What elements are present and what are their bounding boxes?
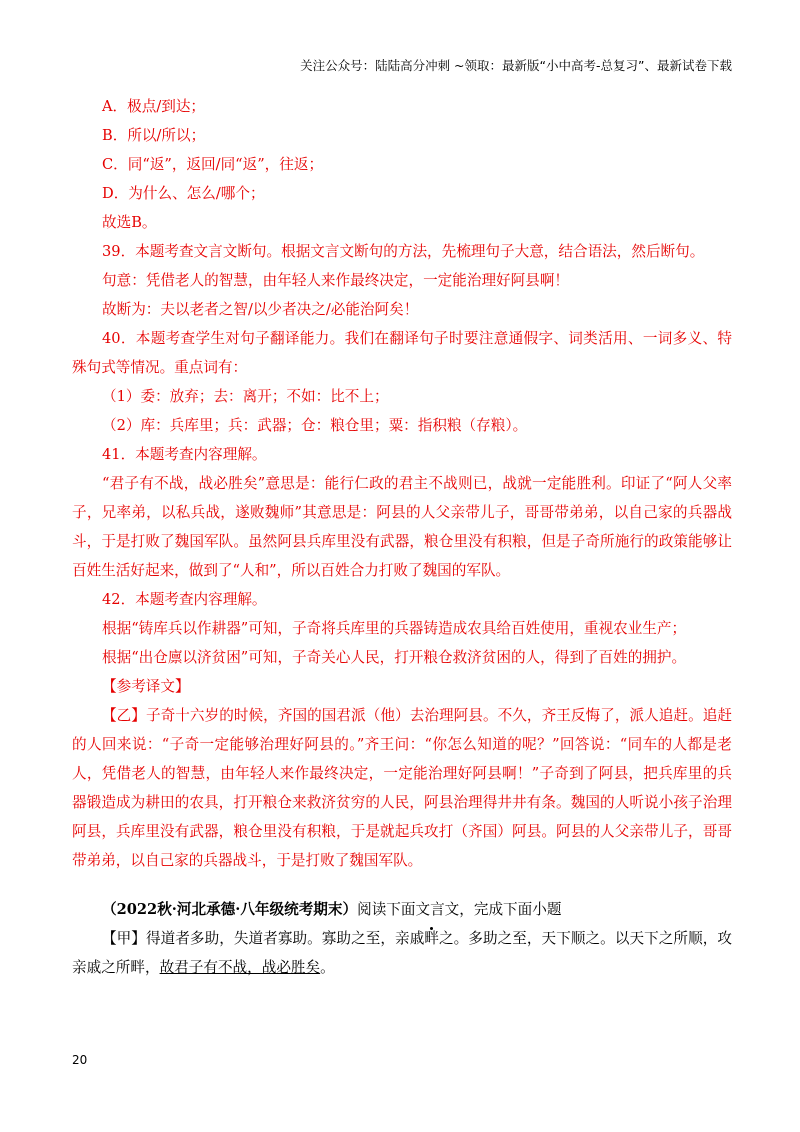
question-instruction: 阅读下面文言文，完成下面小题 (357, 901, 562, 918)
answer-choice: 故选B。 (102, 214, 157, 231)
passage-jia-tag: 【甲】 (102, 930, 146, 947)
emphasis-dot-char: 畔 (424, 930, 439, 947)
q39-title: 39．本题考查文言文断句。根据文言文断句的方法，先梳理句子大意，结合语法，然后断句。 (102, 243, 705, 260)
underlined-sentence: 故君子有不战，战必胜矣 (159, 959, 321, 976)
translation-heading: 【参考译文】 (102, 678, 190, 695)
answer-a: A．极点/到达； (102, 98, 206, 115)
passage-jia-text-1: 得道者多助，失道者寡助。寡助之至，亲戚 (145, 930, 425, 947)
page-number: 20 (72, 1053, 88, 1067)
q39-result: 故断为：夫以老者之智/以少者决之/必能治阿矣！ (102, 301, 419, 318)
page-header: 关注公众号：陆陆高分冲刺 ~领取：最新版“小中高考-总复习”、最新试卷下载 (300, 58, 732, 73)
q40-word-1: （1）委：放弃；去：离开；不如：比不上； (102, 388, 389, 405)
translation-body: 【乙】子奇十六岁的时候，齐国的国君派（他）去治理阿县。不久，齐王反悔了，派人追赶。追赶的人回来说：“子奇一定能够治理好阿县的。”齐王问：“你怎么知道的呢？”回答说：“同车的人都是老人，凭借老人的智慧，由年轻人来作最终决定，一定能治理好阿县啊！”子奇到了阿县，把兵库里的兵器锻造成为耕田的农具，打开粮仓来救济贫穷的人民，阿县治理得井井有条。魏国的人听说小孩子治理阿县，兵库里没有武器，粮仓里没有积粮，于是就起兵攻打（齐国）阿县。阿县的人父亲带儿子，哥哥带弟弟，以自己家的兵器战斗，于是打败了魏国军队。 (72, 707, 732, 869)
q42-title: 42．本题考查内容理解。 (102, 591, 267, 608)
passage-jia (72, 924, 732, 982)
passage-jia-text-2: 之。多助之至，天下顺之。以天下之所顺，攻亲戚之所畔， (72, 930, 732, 976)
answer-c: C．同“返”，返回/同“返”，往返； (102, 156, 324, 173)
q42-line-1: 根据“铸库兵以作耕器”可知，子奇将兵库里的兵器铸造成农具给百姓使用，重视农业生产； (102, 620, 687, 637)
q40-word-2: （2）库：兵库里；兵：武器；仓：粮仓里；粟：指积粮（存粮）。 (102, 417, 528, 434)
q40-title: 40．本题考查学生对句子翻译能力。我们在翻译句子时要注意通假字、词类活用、一词多义、特殊句式等情况。重点词有： (72, 330, 732, 376)
q42-line-2: 根据“出仓廪以济贫困”可知，子奇关心人民，打开粮仓救济贫困的人，得到了百姓的拥护。 (102, 649, 687, 666)
answer-d: D．为什么、怎么/哪个； (102, 185, 265, 202)
question-source: （2022秋·河北承德·八年级统考期末） (102, 901, 358, 918)
answer-b: B．所以/所以； (102, 127, 206, 144)
q41-title: 41．本题考查内容理解。 (102, 446, 267, 463)
q39-meaning: 句意：凭借老人的智慧，由年轻人来作最终决定，一定能治理好阿县啊！ (102, 272, 570, 289)
q41-body: “君子有不战，战必胜矣”意思是：能行仁政的君主不战则已，战就一定能胜利。印证了“阿人父率子，兄率弟，以私兵战，遂败魏师”其意思是：阿县的人父亲带儿子，哥哥带弟弟，以自己家的兵器战斗，于是打败了魏国军队。虽然阿县兵库里没有武器，粮仓里没有积粮，但是子奇所施行的政策能够让百姓生活好起来，做到了“人和”，所以百姓合力打败了魏国的军队。 (72, 475, 732, 579)
page-content (72, 92, 732, 982)
next-question-intro (72, 895, 732, 924)
passage-jia-end: 。 (320, 959, 335, 976)
